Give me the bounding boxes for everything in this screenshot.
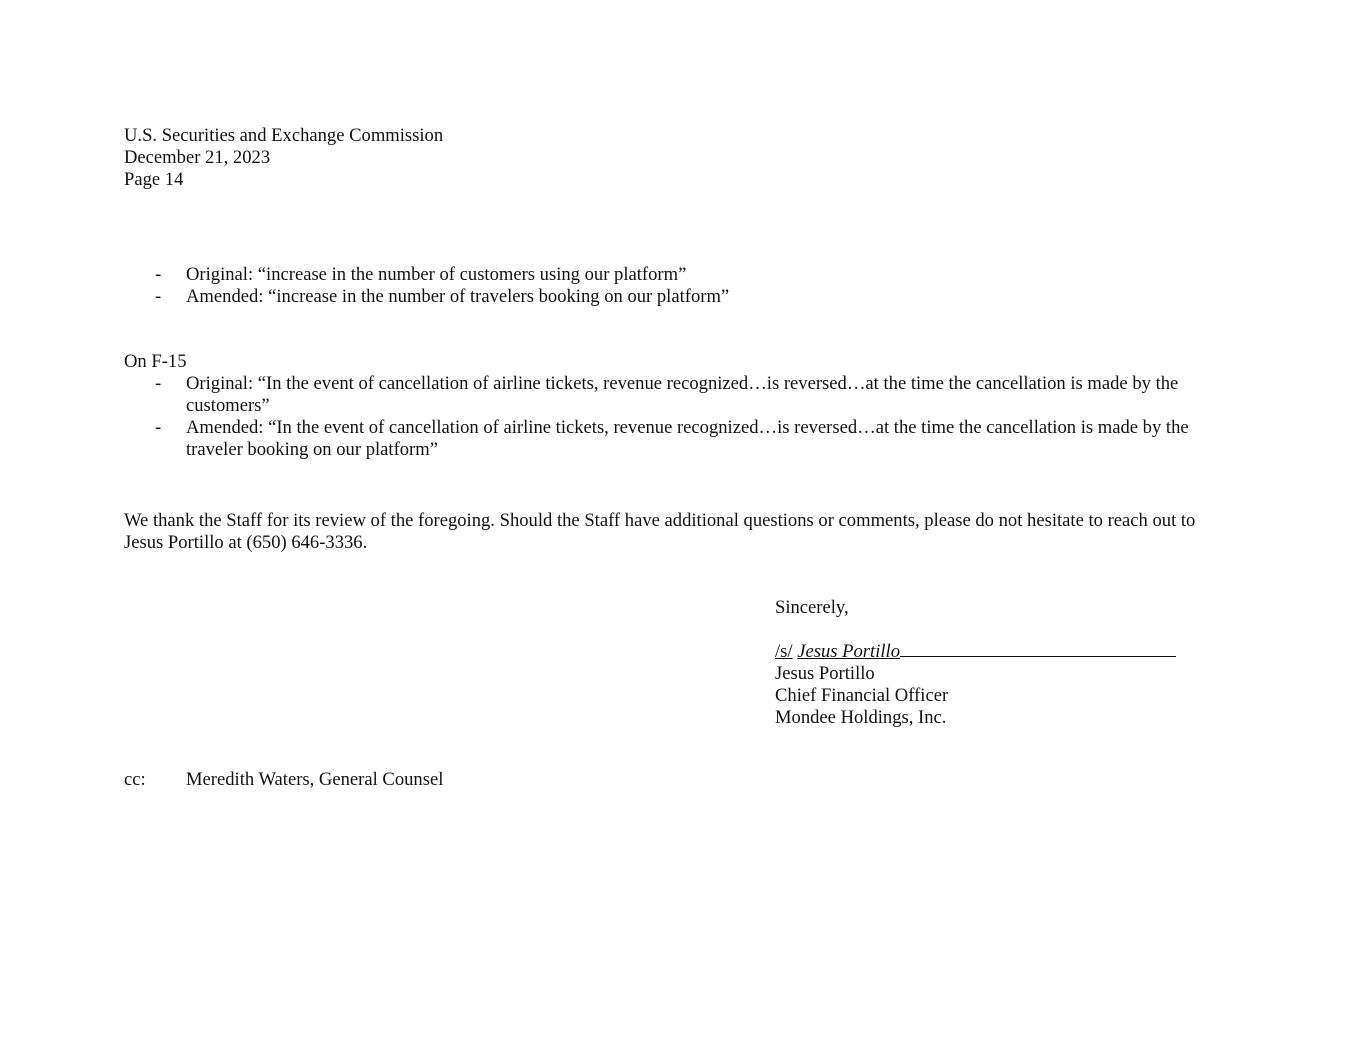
section-heading-f15: On F-15	[124, 351, 187, 372]
signature-name: Jesus Portillo	[797, 641, 901, 662]
letter-header	[124, 125, 443, 191]
signer-name: Jesus Portillo	[775, 663, 875, 684]
cc-label: cc:	[124, 769, 146, 790]
signature-block	[775, 597, 1176, 729]
list-item	[124, 373, 1244, 417]
bullet-dash: -	[155, 373, 162, 394]
change-text-line: customers”	[186, 395, 270, 416]
letter-date: December 21, 2023	[124, 147, 271, 168]
bullet-dash: -	[155, 417, 162, 438]
change-text-line: traveler booking on our platform”	[186, 439, 438, 460]
change-original-f15	[186, 373, 1244, 417]
closing-paragraph	[124, 510, 1195, 554]
change-amended: Amended: “increase in the number of travelers booking on our platform”	[186, 286, 730, 307]
salutation: Sincerely,	[775, 597, 849, 618]
change-original: Original: “increase in the number of customers using our platform”	[186, 264, 687, 285]
cc-recipient: Meredith Waters, General Counsel	[186, 769, 444, 790]
change-amended-f15	[186, 417, 1244, 461]
bullet-dash: -	[155, 286, 162, 307]
signer-title: Chief Financial Officer	[775, 685, 949, 706]
signature-line	[775, 640, 1176, 663]
recipient-line: U.S. Securities and Exchange Commission	[124, 125, 444, 146]
signature-rule	[900, 640, 1176, 657]
page-number: Page 14	[124, 169, 184, 190]
change-text-line: Original: “In the event of cancellation of airline tickets, revenue recognized…is reversed…at the time the cancellation is made by the	[186, 373, 1179, 394]
bullet-dash: -	[155, 264, 162, 285]
list-item	[124, 417, 1244, 461]
change-text-line: Amended: “In the event of cancellation of airline tickets, revenue recognized…is reversed…at the time the cancellation is made by the	[186, 417, 1189, 438]
spacer	[775, 619, 1176, 640]
paragraph-line: We thank the Staff for its review of the foregoing. Should the Staff have additional questions or comments, please do not hesitate to reach out to	[124, 510, 1196, 531]
paragraph-line: Jesus Portillo at (650) 646-3336.	[124, 532, 368, 553]
signature-prefix: /s/	[775, 641, 793, 662]
signer-company: Mondee Holdings, Inc.	[775, 707, 947, 728]
